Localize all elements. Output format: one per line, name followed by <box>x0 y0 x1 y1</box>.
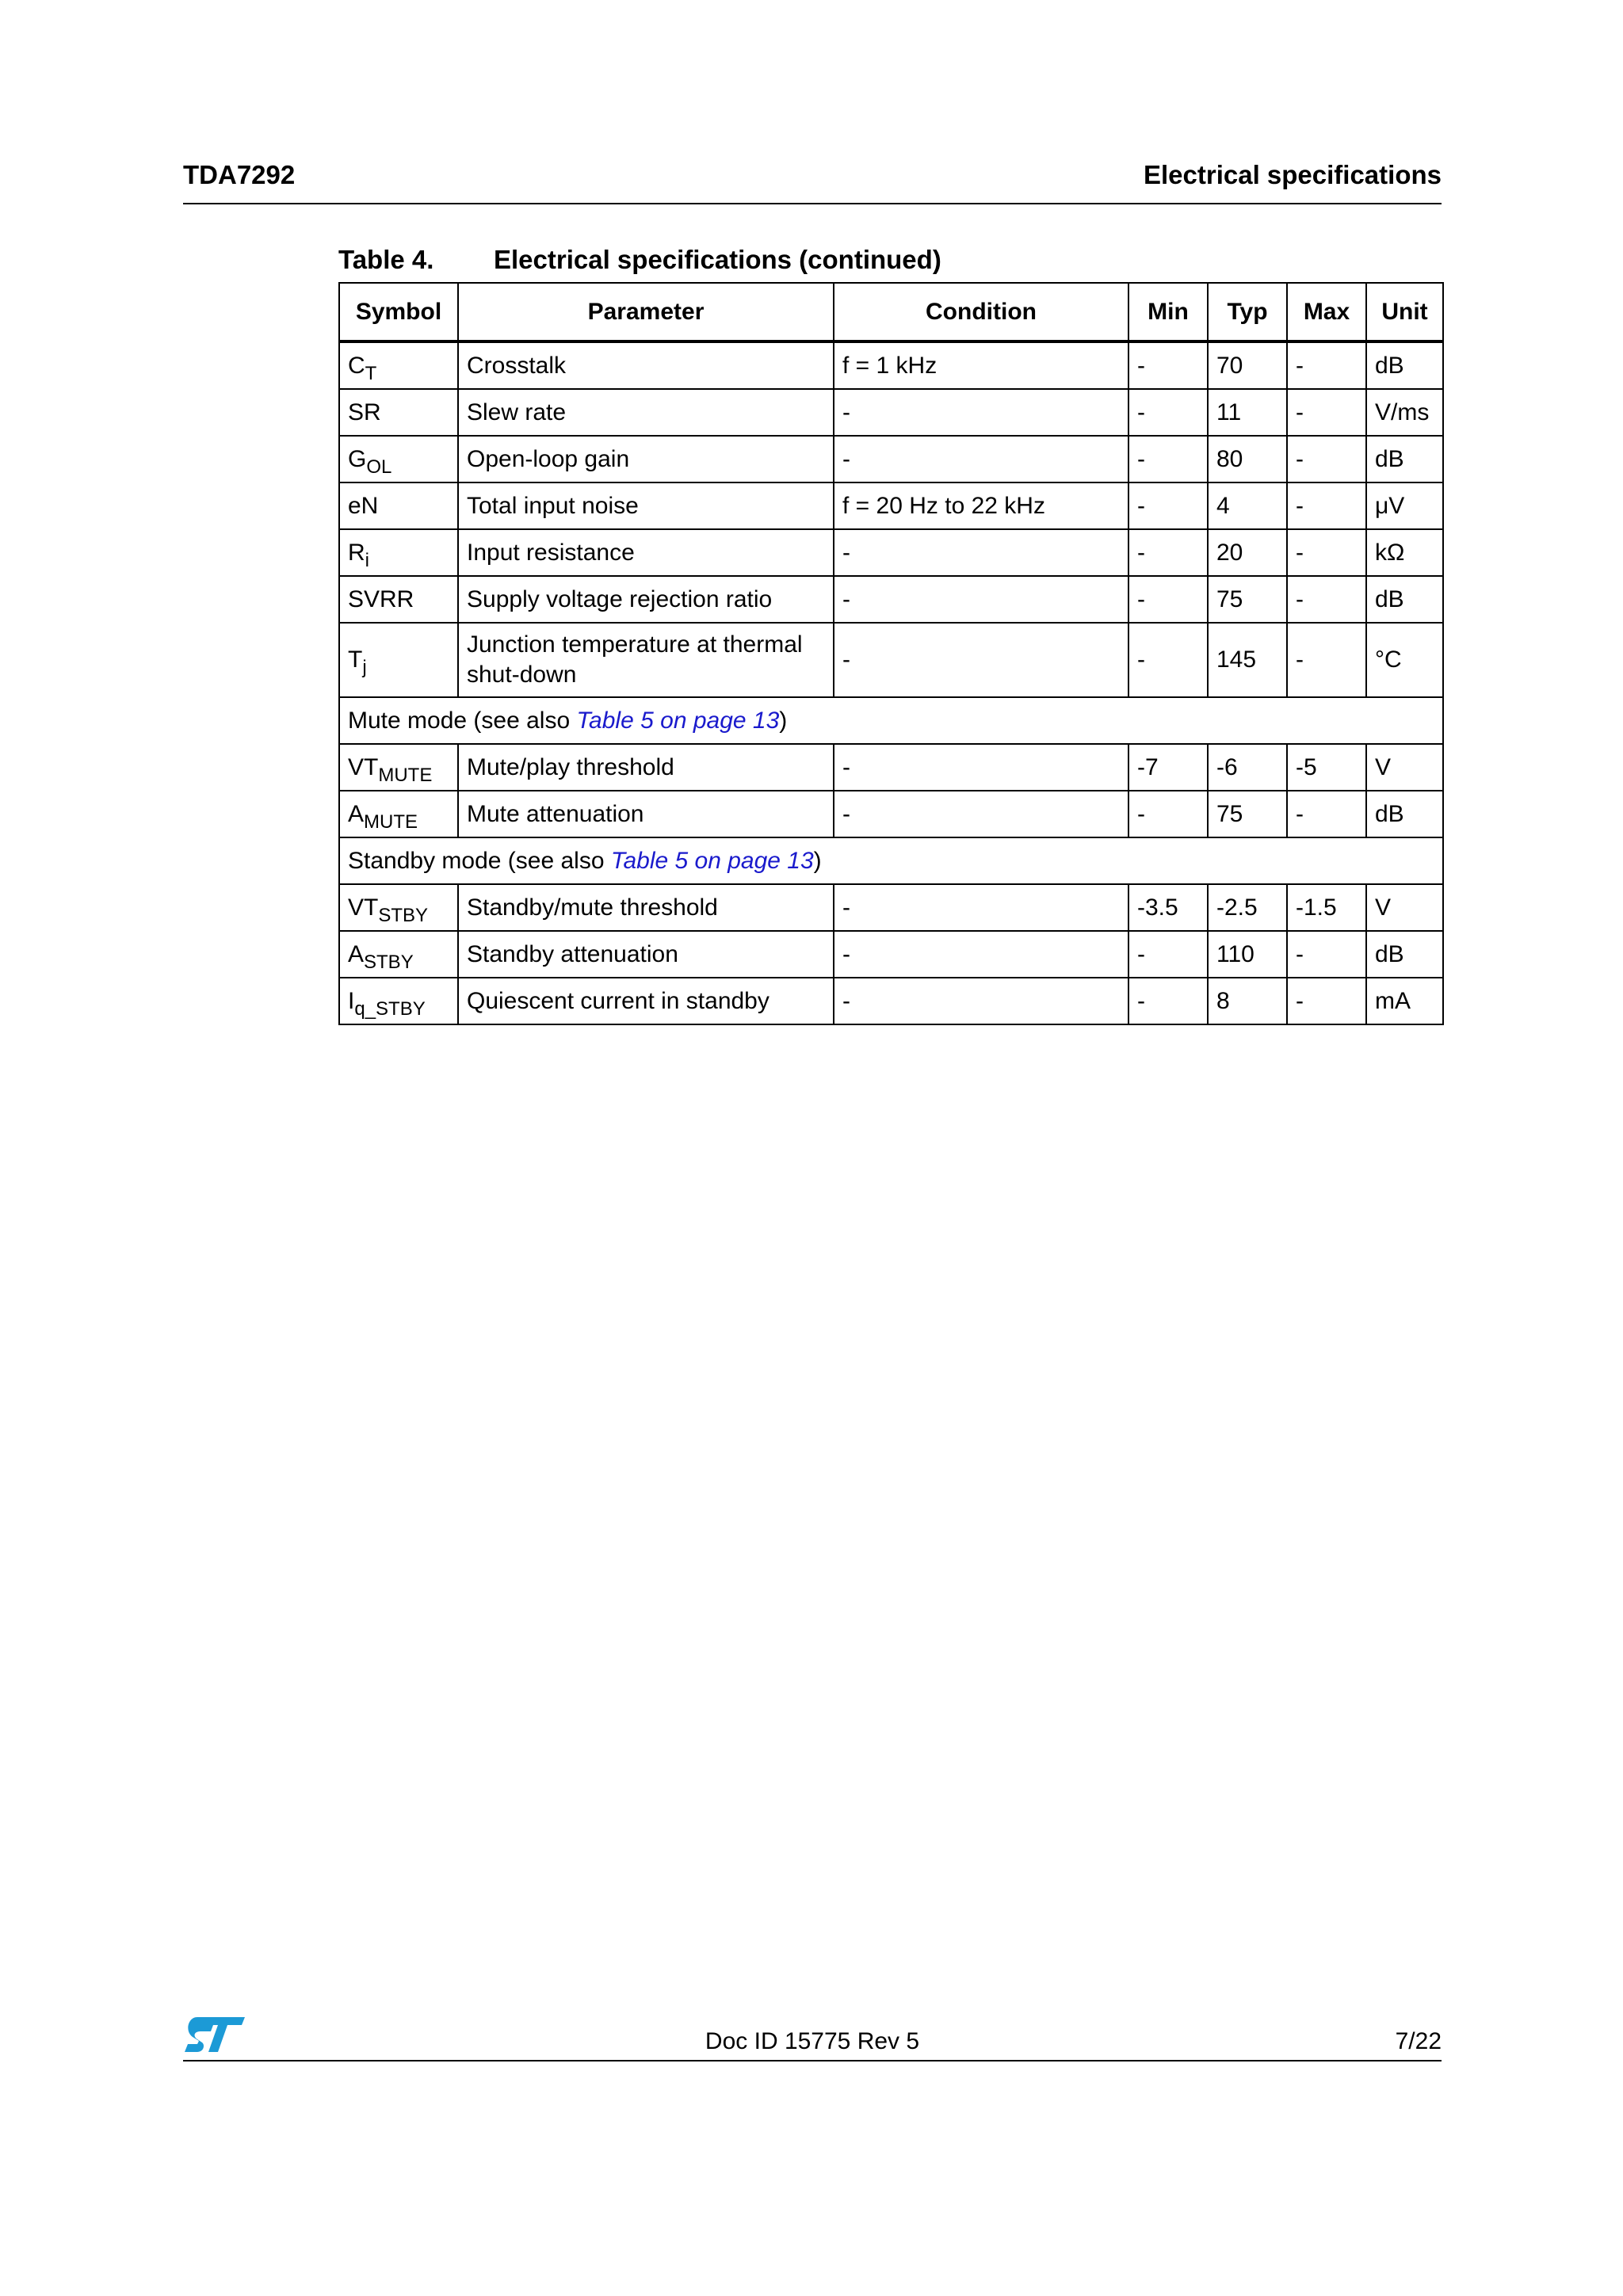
max-cell: - <box>1287 482 1366 529</box>
condition-cell: - <box>834 529 1128 576</box>
min-cell: - <box>1128 978 1208 1024</box>
condition-cell: f = 1 kHz <box>834 341 1128 389</box>
table-row <box>339 931 1443 978</box>
unit-cell: μV <box>1366 482 1443 529</box>
typ-cell: 75 <box>1208 791 1287 837</box>
condition-cell: - <box>834 978 1128 1024</box>
max-cell: - <box>1287 341 1366 389</box>
column-header-condition: Condition <box>834 283 1128 341</box>
table-row <box>339 341 1443 389</box>
condition-cell: - <box>834 791 1128 837</box>
table-header-row <box>339 283 1443 341</box>
column-header-parameter: Parameter <box>458 283 834 341</box>
column-header-max: Max <box>1287 283 1366 341</box>
max-cell: - <box>1287 623 1366 697</box>
table-row <box>339 576 1443 623</box>
condition-cell: - <box>834 931 1128 978</box>
parameter-cell: Mute/play threshold <box>458 744 834 791</box>
unit-cell: dB <box>1366 436 1443 482</box>
table-title: Electrical specifications (continued) <box>494 245 941 274</box>
parameter-cell: Total input noise <box>458 482 834 529</box>
parameter-cell: Crosstalk <box>458 341 834 389</box>
table-caption <box>338 245 941 275</box>
table-number: Table 4. <box>338 245 434 274</box>
condition-cell: - <box>834 884 1128 931</box>
parameter-cell: Supply voltage rejection ratio <box>458 576 834 623</box>
parameter-cell: Input resistance <box>458 529 834 576</box>
typ-cell: 145 <box>1208 623 1287 697</box>
max-cell: - <box>1287 931 1366 978</box>
symbol-cell: SVRR <box>339 576 458 623</box>
typ-cell: 110 <box>1208 931 1287 978</box>
max-cell: - <box>1287 436 1366 482</box>
symbol-cell: $C_T$ <box>339 341 458 389</box>
unit-cell: dB <box>1366 931 1443 978</box>
unit-cell: V/ms <box>1366 389 1443 436</box>
symbol-cell: $I_{q\_STBY}$ <box>339 978 458 1024</box>
table-row <box>339 884 1443 931</box>
column-header-unit: Unit <box>1366 283 1443 341</box>
min-cell: - <box>1128 389 1208 436</box>
min-cell: - <box>1128 623 1208 697</box>
table-row <box>339 791 1443 837</box>
condition-cell: - <box>834 389 1128 436</box>
parameter-cell: Junction temperature at thermal shut-down <box>458 623 834 697</box>
table-5-link[interactable]: Table 5 on page 13 <box>610 847 814 874</box>
max-cell: - <box>1287 978 1366 1024</box>
page-footer <box>183 2012 1442 2061</box>
max-cell: - <box>1287 791 1366 837</box>
symbol-cell: $T_j$ <box>339 623 458 697</box>
table-row <box>339 482 1443 529</box>
symbol-cell: $G_{OL}$ <box>339 436 458 482</box>
max-cell: -1.5 <box>1287 884 1366 931</box>
column-header-typ: Typ <box>1208 283 1287 341</box>
page-number: 7/22 <box>1395 2028 1442 2054</box>
condition-cell: - <box>834 623 1128 697</box>
unit-cell: °C <box>1366 623 1443 697</box>
parameter-cell: Standby/mute threshold <box>458 884 834 931</box>
table-row <box>339 744 1443 791</box>
typ-cell: -6 <box>1208 744 1287 791</box>
typ-cell: 4 <box>1208 482 1287 529</box>
symbol-cell: eN <box>339 482 458 529</box>
typ-cell: 20 <box>1208 529 1287 576</box>
typ-cell: 8 <box>1208 978 1287 1024</box>
min-cell: - <box>1128 529 1208 576</box>
condition-cell: - <box>834 436 1128 482</box>
unit-cell: V <box>1366 744 1443 791</box>
electrical-specifications-table <box>338 282 1444 1025</box>
parameter-cell: Standby attenuation <box>458 931 834 978</box>
doc-id: Doc ID 15775 Rev 5 <box>705 2028 920 2054</box>
table-row <box>339 529 1443 576</box>
min-cell: - <box>1128 791 1208 837</box>
page-header <box>183 155 1442 204</box>
parameter-cell: Slew rate <box>458 389 834 436</box>
unit-cell: dB <box>1366 791 1443 837</box>
min-cell: -3.5 <box>1128 884 1208 931</box>
min-cell: - <box>1128 576 1208 623</box>
typ-cell: 80 <box>1208 436 1287 482</box>
symbol-cell: SR <box>339 389 458 436</box>
section-row-mute <box>339 697 1443 744</box>
max-cell: - <box>1287 529 1366 576</box>
condition-cell: - <box>834 744 1128 791</box>
min-cell: - <box>1128 436 1208 482</box>
table-row <box>339 623 1443 697</box>
table-row <box>339 978 1443 1024</box>
typ-cell: 75 <box>1208 576 1287 623</box>
table-row <box>339 436 1443 482</box>
table-row <box>339 389 1443 436</box>
min-cell: -7 <box>1128 744 1208 791</box>
max-cell: - <box>1287 576 1366 623</box>
section-row-standby <box>339 837 1443 884</box>
unit-cell: dB <box>1366 576 1443 623</box>
parameter-cell: Open-loop gain <box>458 436 834 482</box>
section-title: Electrical specifications <box>1143 160 1442 189</box>
typ-cell: 70 <box>1208 341 1287 389</box>
unit-cell: V <box>1366 884 1443 931</box>
parameter-cell: Quiescent current in standby <box>458 978 834 1024</box>
condition-cell: - <box>834 576 1128 623</box>
symbol-cell: $A_{STBY}$ <box>339 931 458 978</box>
section-heading-standby: Standby mode (see also Table 5 on page 13) <box>339 837 1443 884</box>
parameter-cell: Mute attenuation <box>458 791 834 837</box>
typ-cell: 11 <box>1208 389 1287 436</box>
symbol-cell: $VT_{STBY}$ <box>339 884 458 931</box>
min-cell: - <box>1128 341 1208 389</box>
section-heading-mute: Mute mode (see also Table 5 on page 13) <box>339 697 1443 744</box>
symbol-cell: $VT_{MUTE}$ <box>339 744 458 791</box>
max-cell: -5 <box>1287 744 1366 791</box>
max-cell: - <box>1287 389 1366 436</box>
symbol-cell: $A_{MUTE}$ <box>339 791 458 837</box>
unit-cell: kΩ <box>1366 529 1443 576</box>
unit-cell: mA <box>1366 978 1443 1024</box>
column-header-min: Min <box>1128 283 1208 341</box>
column-header-symbol: Symbol <box>339 283 458 341</box>
table-5-link[interactable]: Table 5 on page 13 <box>576 707 780 734</box>
min-cell: - <box>1128 931 1208 978</box>
document-title: TDA7292 <box>183 160 296 189</box>
min-cell: - <box>1128 482 1208 529</box>
condition-cell: f = 20 Hz to 22 kHz <box>834 482 1128 529</box>
symbol-cell: $R_i$ <box>339 529 458 576</box>
unit-cell: dB <box>1366 341 1443 389</box>
typ-cell: -2.5 <box>1208 884 1287 931</box>
